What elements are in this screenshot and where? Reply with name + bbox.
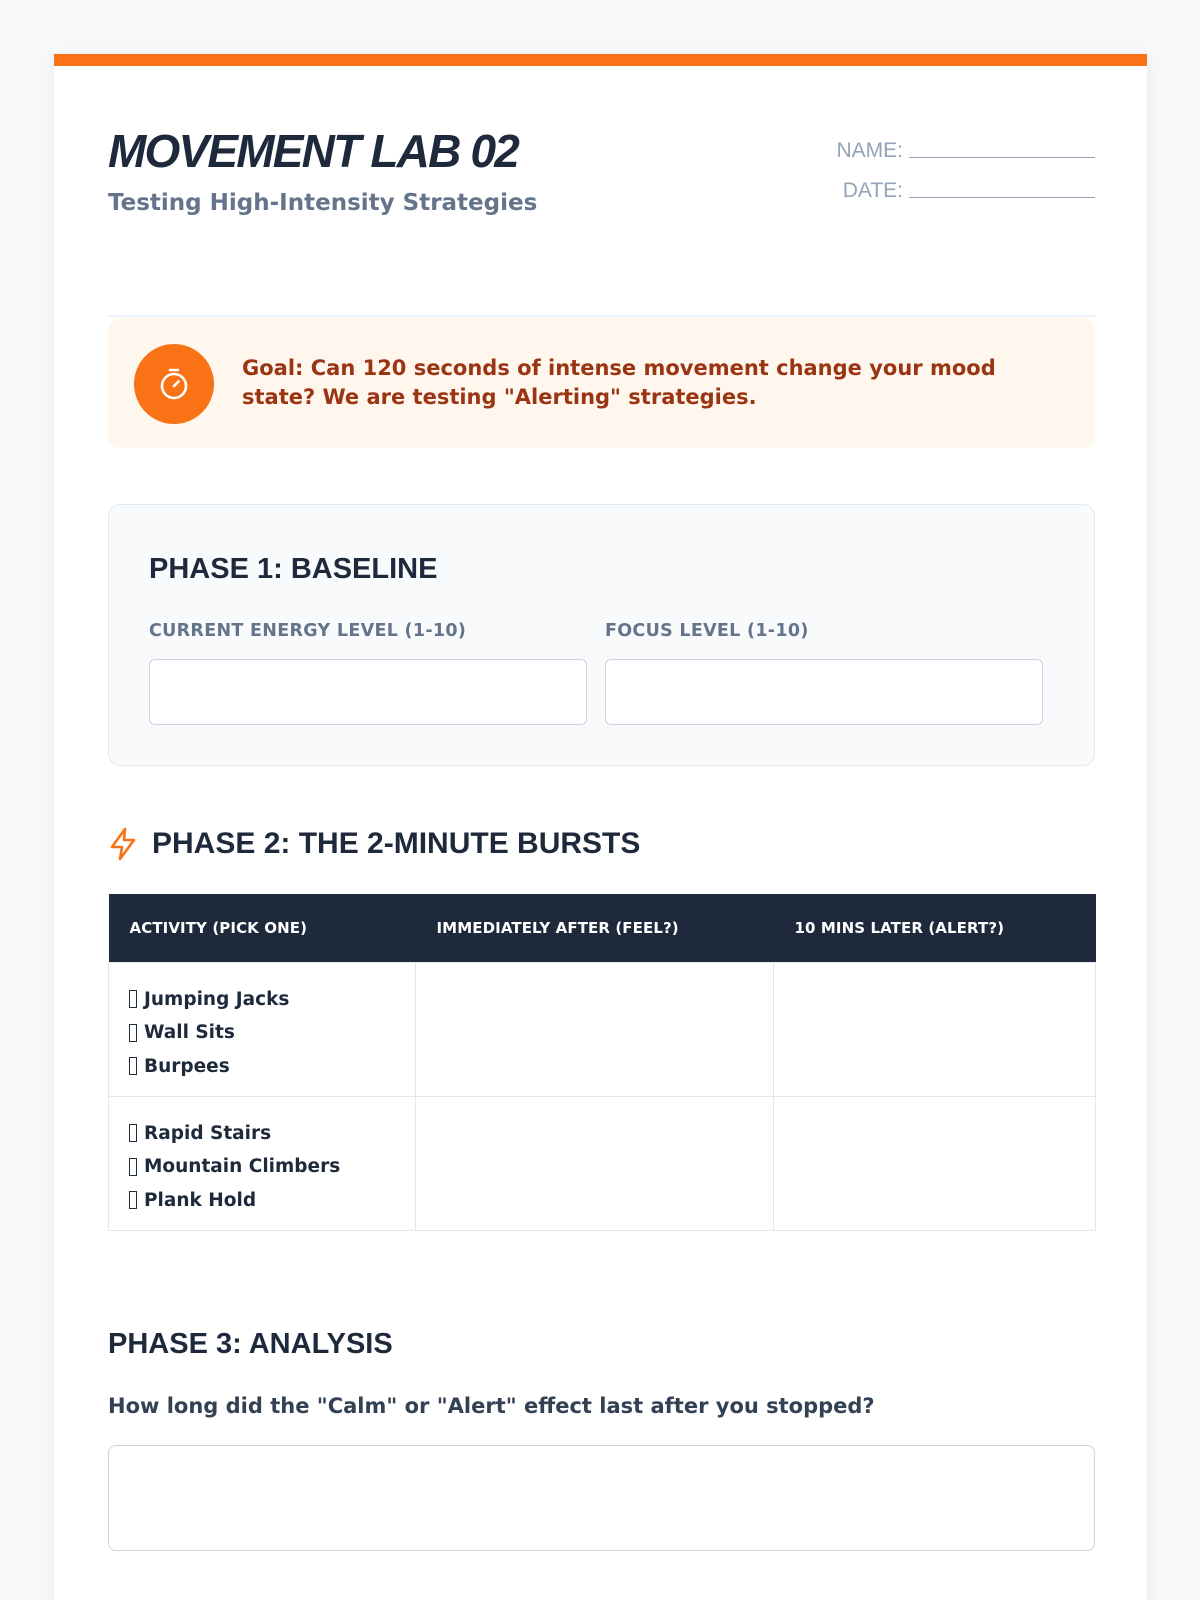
checkbox-icon[interactable] xyxy=(129,1124,137,1142)
focus-level-input[interactable] xyxy=(605,659,1043,725)
energy-level-label: CURRENT ENERGY LEVEL (1-10) xyxy=(149,621,467,641)
phase-2-title: PHASE 2: THE 2-MINUTE BURSTS xyxy=(152,827,641,860)
checkbox-icon[interactable] xyxy=(129,1191,137,1209)
analysis-question-1: How long did the "Calm" or "Alert" effect last after you stopped? xyxy=(108,1394,875,1418)
goal-text: Goal: Can 120 seconds of intense movement change your mood state? We are testing "Alerting" strategies. xyxy=(242,356,996,409)
accent-top-bar xyxy=(54,54,1147,66)
date-row xyxy=(805,164,1095,204)
checkbox-icon[interactable] xyxy=(129,1024,137,1042)
activity-label: Wall Sits xyxy=(144,1022,235,1044)
activity-option[interactable] xyxy=(129,983,395,1017)
activity-cell xyxy=(109,1096,416,1230)
column-header-10-mins-later: 10 MINS LATER (ALERT?) xyxy=(774,894,1096,962)
table-row xyxy=(109,962,1096,1096)
activity-option[interactable] xyxy=(129,1117,395,1151)
activity-label: Rapid Stairs xyxy=(144,1122,272,1144)
page-subtitle: Testing High-Intensity Strategies xyxy=(108,190,538,216)
10-mins-later-cell[interactable] xyxy=(774,1096,1096,1230)
worksheet-header xyxy=(108,124,1095,317)
column-header-immediately-after: IMMEDIATELY AFTER (FEEL?) xyxy=(416,894,774,962)
phase-3-title: PHASE 3: ANALYSIS xyxy=(108,1328,393,1360)
goal-callout xyxy=(108,318,1095,448)
phase-1-baseline xyxy=(108,504,1095,766)
column-header-activity: ACTIVITY (PICK ONE) xyxy=(109,894,416,962)
name-label: NAME: xyxy=(836,139,903,162)
name-row xyxy=(805,124,1095,164)
stopwatch-icon xyxy=(134,344,214,424)
worksheet xyxy=(54,54,1147,1600)
phase-2-heading xyxy=(108,824,640,864)
activity-option[interactable] xyxy=(129,1150,395,1184)
lightning-bolt-icon xyxy=(108,827,138,861)
activity-label: Jumping Jacks xyxy=(144,988,290,1010)
10-mins-later-cell[interactable] xyxy=(774,962,1096,1096)
activity-option[interactable] xyxy=(129,1050,395,1084)
activity-label: Plank Hold xyxy=(144,1189,257,1211)
checkbox-icon[interactable] xyxy=(129,1057,137,1075)
checkbox-icon[interactable] xyxy=(129,990,137,1008)
immediately-after-cell[interactable] xyxy=(416,962,774,1096)
immediately-after-cell[interactable] xyxy=(416,1096,774,1230)
activity-cell xyxy=(109,962,416,1096)
activity-option[interactable] xyxy=(129,1016,395,1050)
date-line[interactable] xyxy=(909,184,1095,198)
energy-level-input[interactable] xyxy=(149,659,587,725)
name-line[interactable] xyxy=(909,144,1095,158)
activity-label: Mountain Climbers xyxy=(144,1156,341,1178)
bursts-table xyxy=(108,894,1096,1231)
date-label: DATE: xyxy=(842,179,903,202)
activity-option[interactable] xyxy=(129,1184,395,1218)
page-title: MOVEMENT LAB 02 xyxy=(108,125,519,177)
student-meta xyxy=(805,124,1095,204)
phase-1-title: PHASE 1: BASELINE xyxy=(149,553,438,585)
checkbox-icon[interactable] xyxy=(129,1158,137,1176)
analysis-answer-1-input[interactable] xyxy=(108,1445,1095,1551)
table-row xyxy=(109,1096,1096,1230)
table-header-row xyxy=(109,894,1096,962)
focus-level-label: FOCUS LEVEL (1-10) xyxy=(605,621,809,641)
activity-label: Burpees xyxy=(144,1055,230,1077)
